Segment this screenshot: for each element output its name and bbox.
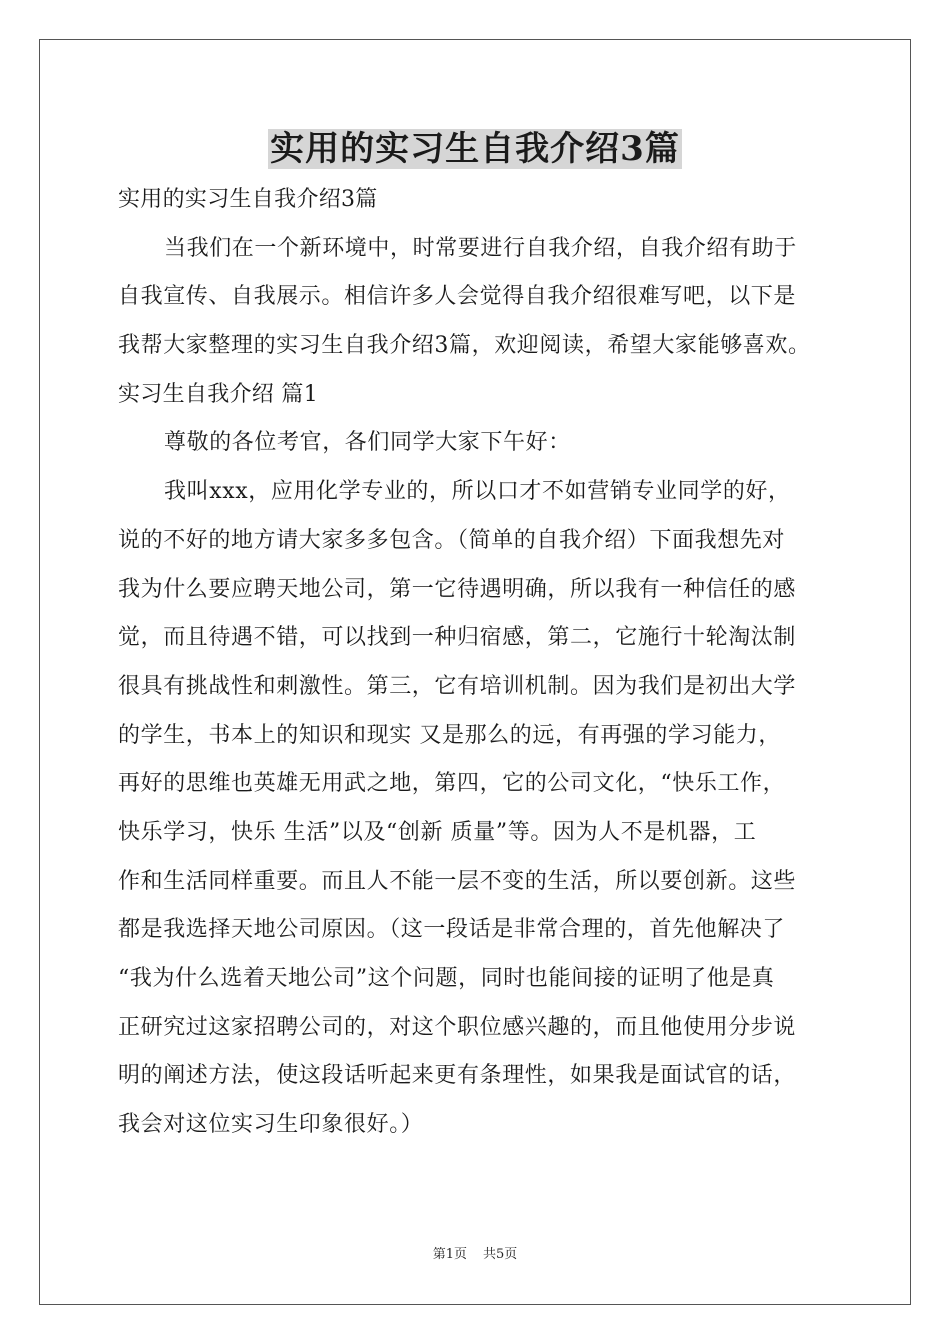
body-text-line: 都是我选择天地公司原因。（这一段话是非常合理的，首先他解决了 bbox=[118, 917, 786, 943]
section-heading-line: 实习生自我介绍 篇1 bbox=[118, 381, 318, 407]
body-text-line: 作和生活同样重要。而且人不能一层不变的生活，所以要创新。这些 bbox=[118, 868, 797, 894]
body-text-line: “我为什么选着天地公司”这个问题，同时也能间接的证明了他是真 bbox=[118, 966, 775, 991]
body-text-line: 觉，而且待遇不错，可以找到一种归宿感，第二，它施行十轮淘汰制 bbox=[118, 625, 797, 651]
document-title bbox=[0, 127, 950, 171]
body-text-line: 我叫xxx，应用化学专业的，所以口才不如营销专业同学的好， bbox=[164, 479, 791, 505]
body-text-line: 很具有挑战性和刺激性。第三，它有培训机制。因为我们是初出大学 bbox=[118, 673, 797, 699]
document-body bbox=[118, 176, 836, 1150]
body-text-line: 我帮大家整理的实习生自我介绍3篇，欢迎阅读，希望大家能够喜欢。 bbox=[118, 333, 811, 359]
body-text-line: 我会对这位实习生印象很好。） bbox=[118, 1112, 424, 1138]
body-text-line: 明的阐述方法，使这段话听起来更有条理性，如果我是面试官的话， bbox=[118, 1063, 797, 1089]
section-heading-line: 实用的实习生自我介绍3篇 bbox=[118, 187, 378, 212]
page-number: 第1页 bbox=[432, 1247, 467, 1262]
document-title-text: 实用的实习生自我介绍3篇 bbox=[270, 129, 680, 169]
body-text-line: 自我宣传、自我展示。相信许多人会觉得自我介绍很难写吧，以下是 bbox=[118, 284, 797, 310]
page-total: 共5页 bbox=[483, 1247, 518, 1262]
body-text-line: 快乐学习，快乐 生活”以及“创新 质量”等。因为人不是机器，工 bbox=[118, 819, 757, 845]
body-text-line: 正研究过这家招聘公司的，对这个职位感兴趣的，而且他使用分步说 bbox=[118, 1014, 797, 1040]
body-text-line: 当我们在一个新环境中，时常要进行自我介绍，自我介绍有助于 bbox=[164, 235, 797, 261]
body-text-line: 尊敬的各位考官，各们同学大家下午好： bbox=[164, 430, 571, 456]
page-footer bbox=[0, 1246, 950, 1264]
body-text-line: 再好的思维也英雄无用武之地，第四，它的公司文化，“快乐工作， bbox=[118, 771, 786, 797]
body-text-line: 的学生，书本上的知识和现实 又是那么的远，有再强的学习能力， bbox=[118, 722, 781, 748]
body-text-line: 说的不好的地方请大家多多包含。（简单的自我介绍）下面我想先对 bbox=[118, 527, 786, 553]
body-text-line: 我为什么要应聘天地公司，第一它待遇明确，所以我有一种信任的感 bbox=[118, 576, 797, 602]
